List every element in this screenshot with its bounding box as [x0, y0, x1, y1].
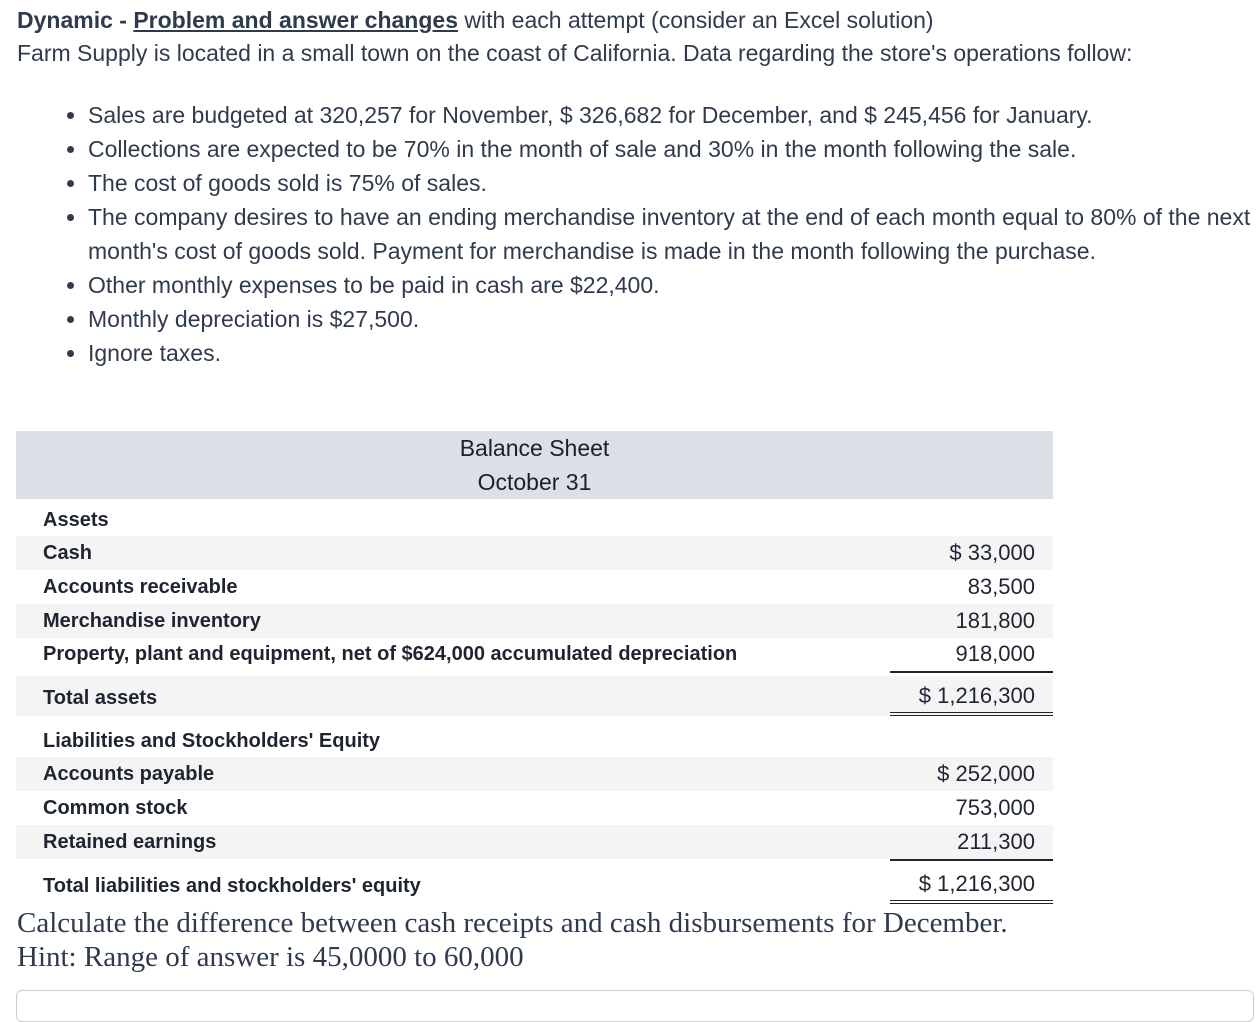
- accounts-receivable-value: 83,500: [967, 574, 1035, 599]
- question-prompt: Calculate the difference between cash receipts and cash disbursements for December.: [17, 907, 1008, 939]
- list-item: • Collections are expected to be 70% in the month of sale and 30% in the month following the sale.: [88, 132, 1260, 166]
- liabilities-heading: Liabilities and Stockholders' Equity: [43, 730, 381, 752]
- ppe-label: Property, plant and equipment, net of $624,000 accumulated depreciation: [43, 643, 738, 665]
- question-text: [17, 906, 1008, 974]
- problem-header: [17, 4, 1252, 37]
- assets-heading: Assets: [43, 509, 109, 531]
- list-item: • Monthly depreciation is $27,500.: [88, 302, 1260, 336]
- total-liabilities-label: Total liabilities and stockholders' equity: [43, 875, 421, 897]
- accounts-payable-value: $ 252,000: [937, 761, 1035, 786]
- table-row: [16, 676, 1053, 716]
- table-row: [16, 604, 1053, 638]
- balance-sheet-header: [16, 431, 1053, 499]
- balance-sheet-date: October 31: [477, 469, 592, 495]
- merchandise-inventory-label: Merchandise inventory: [43, 610, 261, 632]
- ppe-value: 918,000: [890, 637, 1053, 673]
- operations-list: [48, 98, 1260, 370]
- table-row: [16, 637, 1053, 671]
- table-row: [16, 791, 1053, 825]
- common-stock-value: 753,000: [955, 795, 1035, 820]
- merchandise-inventory-value: 181,800: [955, 608, 1035, 633]
- accounts-payable-label: Accounts payable: [43, 763, 215, 785]
- question-hint: Hint: Range of answer is 45,0000 to 60,000: [17, 941, 524, 973]
- common-stock-label: Common stock: [43, 797, 188, 819]
- cash-value: $ 33,000: [949, 540, 1035, 565]
- table-row: [16, 536, 1053, 570]
- table-row: [16, 503, 1053, 537]
- accounts-receivable-label: Accounts receivable: [43, 576, 238, 598]
- retained-earnings-value: 211,300: [890, 825, 1053, 861]
- attempt-note: with each attempt (consider an Excel solution): [458, 7, 934, 33]
- dynamic-label: Dynamic -: [17, 7, 134, 33]
- total-assets-value: $ 1,216,300: [890, 676, 1053, 716]
- list-item: • The cost of goods sold is 75% of sales.: [88, 166, 1260, 200]
- retained-earnings-label: Retained earnings: [43, 831, 217, 853]
- table-row: [16, 724, 1053, 758]
- table-row: [16, 825, 1053, 859]
- cash-label: Cash: [43, 542, 92, 564]
- table-row: [16, 866, 1053, 906]
- total-liabilities-value: $ 1,216,300: [890, 866, 1053, 904]
- table-row: [16, 570, 1053, 604]
- list-item: • Sales are budgeted at 320,257 for November, $ 326,682 for December, and $ 245,456 for January.: [88, 98, 1260, 132]
- list-item: • Ignore taxes.: [88, 336, 1260, 370]
- list-item: • The company desires to have an ending merchandise inventory at the end of each month equal to 80% of the next month's cost of goods sold. Payment for merchandise is made in the month following the purchase.: [88, 200, 1260, 268]
- problem-changes-link[interactable]: Problem and answer changes: [133, 7, 458, 33]
- balance-sheet-title: Balance Sheet: [459, 435, 610, 461]
- table-row: [16, 757, 1053, 791]
- problem-description: Farm Supply is located in a small town on the coast of California. Data regarding the store's operations follow:: [17, 40, 1133, 66]
- list-item: • Other monthly expenses to be paid in cash are $22,400.: [88, 268, 1260, 302]
- answer-input[interactable]: [16, 990, 1254, 1022]
- problem-intro: [17, 4, 1252, 70]
- total-assets-label: Total assets: [43, 687, 158, 709]
